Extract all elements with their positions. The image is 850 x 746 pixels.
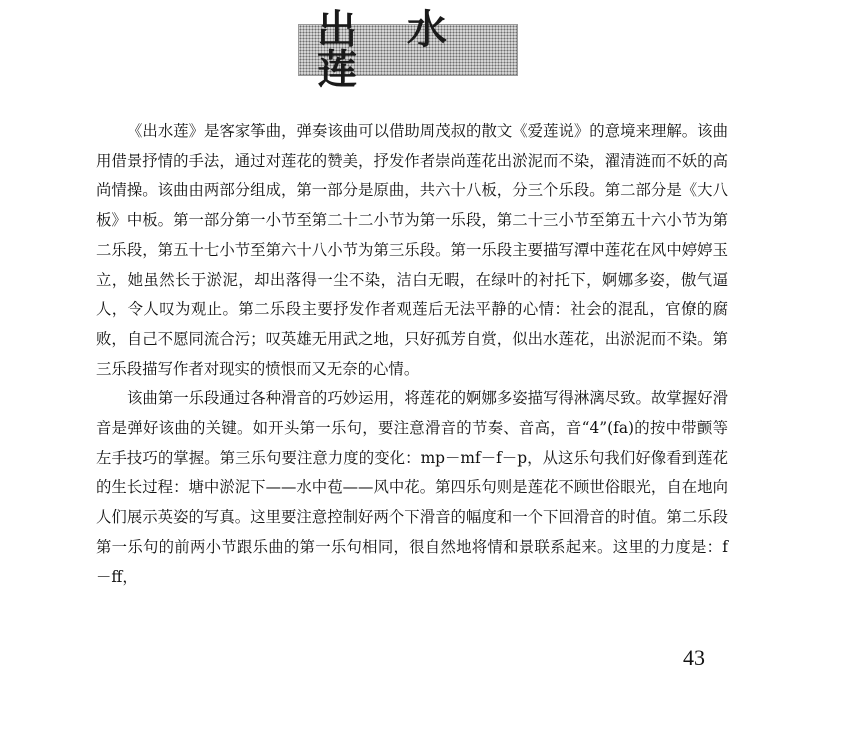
page-number: 43	[683, 645, 705, 670]
body-text	[96, 117, 728, 592]
paragraph: 《出水莲》是客家筝曲，弹奏该曲可以借助周茂叔的散文《爱莲说》的意境来理解。该曲用借景抒情的手法，通过对莲花的赞美，抒发作者崇尚莲花出淤泥而不染，濯清涟而不妖的高尚情操。该曲由两部分组成，第一部分是原曲，共六十八板，分三个乐段。第二部分是《大八板》中板。第一部分第一小节至第二十二小节为第一乐段，第二十三小节至第五十六小节为第二乐段，第五十七小节至第六十八小节为第三乐段。第一乐段主要描写潭中莲花在风中婷婷玉立，她虽然长于淤泥，却出落得一尘不染，洁白无暇，在绿叶的衬托下，婀娜多姿，傲气逼人，令人叹为观止。第二乐段主要抒发作者观莲后无法平静的心情：社会的混乱，官僚的腐败，自己不愿同流合污；叹英雄无用武之地，只好孤芳自赏，似出水莲花，出淤泥而不染。第三乐段描写作者对现实的愤恨而又无奈的心情。	[96, 122, 728, 378]
title-banner	[298, 7, 518, 93]
page-title: 出 水 莲	[317, 7, 465, 93]
paragraph: 该曲第一乐段通过各种滑音的巧妙运用，将莲花的婀娜多姿描写得淋漓尽致。故掌握好滑音是弹好该曲的关键。如开头第一乐句，要注意滑音的节奏、音高，音“4”(fa)的按中带颤等左手技巧的掌握。第三乐句要注意力度的变化：mp－mf－f－p，从这乐句我们好像看到莲花的生长过程：塘中淤泥下——水中苞——风中花。第四乐句则是莲花不顾世俗眼光，自在地向人们展示英姿的写真。这里要注意控制好两个下滑音的幅度和一个下回滑音的时值。第二乐段第一乐句的前两小节跟乐曲的第一乐句相同，很自然地将情和景联系起来。这里的力度是：f－ff，	[96, 389, 728, 586]
